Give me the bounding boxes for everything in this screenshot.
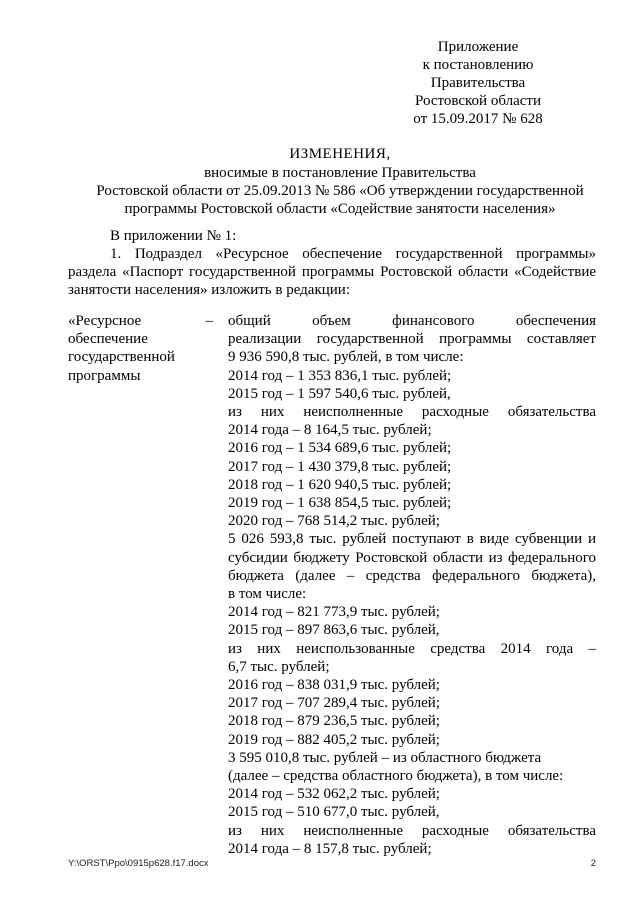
- annex-reference: В приложении № 1:: [110, 228, 237, 244]
- resource-row: 2018 год – 1 620 940,5 тыс. рублей;: [228, 476, 452, 493]
- resource-row: бюджета (далее – средства федерального бюджета),: [228, 567, 596, 584]
- item-text-line: 1. Подраздел «Ресурсное обеспечение государственной программы»: [110, 246, 596, 262]
- resource-row: 2016 год – 1 534 689,6 тыс. рублей;: [228, 440, 452, 457]
- resource-row: 2014 года – 8 164,5 тыс. рублей;: [228, 422, 432, 439]
- item-text-line: занятости населения» изложить в редакции:: [68, 282, 350, 298]
- document-title: ИЗМЕНЕНИЯ,: [289, 146, 391, 162]
- resource-row: реализации государственной программы составляет: [228, 331, 596, 348]
- resource-row: 2015 год – 897 863,6 тыс. рублей,: [228, 622, 440, 639]
- resource-row: (далее – средства областного бюджета), в том числе:: [228, 768, 564, 785]
- appendix-line: к постановлению: [422, 57, 534, 73]
- appendix-line: от 15.09.2017 № 628: [413, 111, 543, 127]
- resource-row: 6,7 тыс. рублей;: [228, 658, 330, 675]
- heading-line: вносимые в постановление Правительства: [204, 165, 476, 181]
- resource-row: 2015 год – 1 597 540,6 тыс. рублей,: [228, 385, 451, 402]
- resource-label-line: программы: [68, 367, 141, 384]
- resource-row: в том числе:: [228, 586, 307, 603]
- resource-row: 3 595 010,8 тыс. рублей – из областного бюджета: [228, 749, 542, 766]
- resource-row: 2020 год – 768 514,2 тыс. рублей;: [228, 513, 440, 530]
- appendix-line: Ростовской области: [415, 93, 541, 109]
- resource-row: 2014 года – 8 157,8 тыс. рублей;: [228, 840, 432, 857]
- appendix-line: Приложение: [437, 39, 519, 55]
- appendix-block: [388, 38, 568, 128]
- resource-value-column: [228, 312, 596, 858]
- resource-row: 5 026 593,8 тыс. рублей поступают в виде субвенции и: [228, 531, 596, 548]
- resource-label-line: обеспечение: [68, 331, 148, 348]
- resource-row: из них неисполненные расходные обязательства: [228, 404, 596, 421]
- resource-row: 9 936 590,8 тыс. рублей, в том числе:: [228, 349, 464, 366]
- document-heading: [60, 145, 620, 218]
- resource-row: 2019 год – 882 405,2 тыс. рублей;: [228, 731, 440, 748]
- resource-row: из них неиспользованные средства 2014 года –: [228, 640, 596, 657]
- resource-row: 2016 год – 838 031,9 тыс. рублей;: [228, 677, 440, 694]
- resource-row: 2014 год – 821 773,9 тыс. рублей;: [228, 604, 440, 621]
- resource-row: 2014 год – 532 062,2 тыс. рублей;: [228, 786, 440, 803]
- appendix-line: Правительства: [430, 75, 526, 91]
- heading-line: Ростовской области от 25.09.2013 № 586 «Об утверждении государственной: [96, 183, 584, 199]
- resource-row: 2017 год – 1 430 379,8 тыс. рублей;: [228, 458, 452, 475]
- file-path: Y:\ORST\Ppo\0915p628.f17.docx: [68, 858, 209, 869]
- heading-line: программы Ростовской области «Содействие занятости населения»: [124, 201, 556, 217]
- item-text-line: раздела «Паспорт государственной программы Ростовской области «Содействие: [68, 264, 596, 280]
- page-number: 2: [590, 858, 596, 869]
- page-footer: [68, 858, 596, 869]
- resource-row: 2017 год – 707 289,4 тыс. рублей;: [228, 695, 440, 712]
- resource-row: 2015 год – 510 677,0 тыс. рублей,: [228, 804, 440, 821]
- label-dash: –: [205, 313, 213, 329]
- intro-block: [68, 227, 596, 299]
- resource-row: общий объем финансового обеспечения: [228, 313, 596, 329]
- resource-row: 2014 год – 1 353 836,1 тыс. рублей;: [228, 367, 452, 384]
- resource-row: субсидии бюджету Ростовской области из федерального: [228, 549, 596, 566]
- resource-label-line: «Ресурсное: [68, 313, 142, 329]
- resource-row: 2019 год – 1 638 854,5 тыс. рублей;: [228, 495, 452, 512]
- resource-label-column: [68, 312, 213, 385]
- resource-row: 2018 год – 879 236,5 тыс. рублей;: [228, 713, 440, 730]
- resource-label-line: государственной: [68, 349, 175, 366]
- resource-row: из них неисполненные расходные обязательства: [228, 822, 596, 839]
